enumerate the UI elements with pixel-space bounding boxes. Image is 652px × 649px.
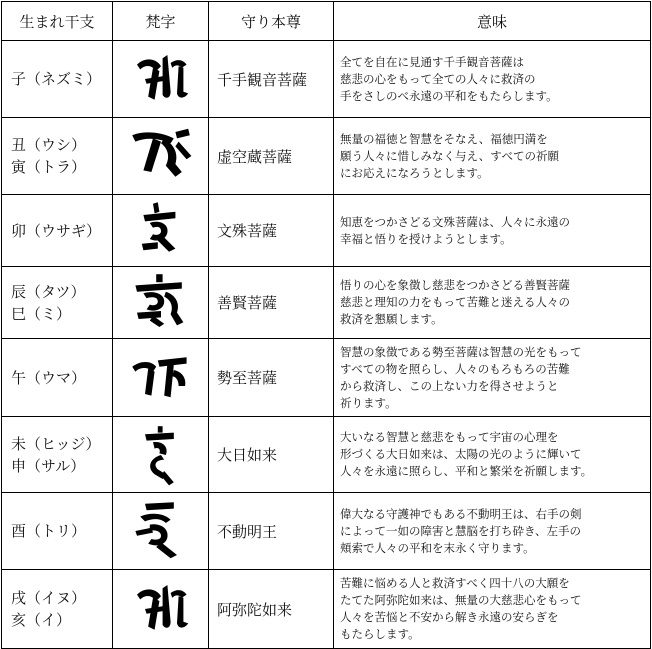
meaning-line: 全てを自在に見通す千手観音菩薩は [340, 54, 524, 69]
header-row [2, 2, 651, 41]
meaning-cell [334, 267, 651, 339]
header-meaning: 意味 [334, 2, 651, 41]
table-row [2, 267, 651, 339]
table-row [2, 493, 651, 570]
meaning-line: にお応えになろうとします。 [340, 165, 489, 180]
meaning-line: によって一如の障害と慧脳を打ち砕き、左手の [340, 523, 582, 538]
zodiac-cell [2, 339, 113, 417]
deity-cell: 虚空蔵菩薩 [209, 118, 334, 195]
table-row [2, 195, 651, 267]
kanman-sanskrit-glyph-icon [113, 499, 208, 563]
zodiac-cell [2, 493, 113, 570]
zodiac-cell [2, 417, 113, 493]
saku-sanskrit-glyph-icon [113, 346, 208, 410]
meaning-line: 幸福と悟りを授けようとします。 [340, 231, 512, 246]
table-row [2, 118, 651, 195]
tarahku-sanskrit-glyph-icon [113, 124, 208, 188]
deity-cell: 阿弥陀如来 [209, 570, 334, 649]
deity-cell: 千手観音菩薩 [209, 41, 334, 118]
an-sanskrit-glyph-icon [113, 271, 208, 335]
meaning-cell [334, 417, 651, 493]
bonji-cell [113, 570, 209, 649]
bonji-cell [113, 417, 209, 493]
meaning-line: すべての物を照らし、人々のもろもろの苦難 [340, 361, 570, 376]
bonji-cell [113, 339, 209, 417]
zodiac-label: 寅（トラ） [11, 158, 87, 176]
zodiac-cell [2, 118, 113, 195]
meaning-line: 頬索で人々の平和を末永く守ります。 [340, 540, 535, 555]
meaning-line: 悟りの心を象徴し慈悲をつかさどる善賢菩薩 [340, 278, 570, 292]
zodiac-label: 亥（イ） [11, 611, 72, 629]
zodiac-label: 申（サル） [11, 456, 86, 475]
zodiac-cell [2, 570, 113, 649]
meaning-line: から救済し、この上ない力を得させようと [340, 378, 559, 393]
meaning-line: 知恵をつかさどる文殊菩薩は、人々に永遠の [340, 214, 570, 229]
kiriku-sanskrit-glyph-icon [113, 47, 208, 111]
zodiac-label: 戌（イヌ） [11, 589, 87, 607]
meaning-line: 人々を苦悩と不安から解き永遠の安らぎを [340, 610, 559, 624]
header-deity: 守り本尊 [209, 2, 334, 41]
zodiac-cell [2, 267, 113, 339]
kiriku-sanskrit-glyph-icon [113, 577, 208, 641]
table-row [2, 570, 651, 649]
zodiac-cell [2, 195, 113, 267]
table-row [2, 41, 651, 118]
meaning-cell [334, 493, 651, 570]
bonji-cell [113, 118, 209, 195]
meaning-line: 慈悲の心をもって全ての人々に救済の [340, 71, 536, 86]
meaning-cell [334, 118, 651, 195]
meaning-line: 慈悲と理知の力をもって苦難と迷える人々の [340, 295, 570, 309]
zodiac-label: 未（ヒッジ） [11, 434, 101, 453]
meaning-cell [334, 570, 651, 649]
meaning-cell [334, 41, 651, 118]
bonji-cell [113, 267, 209, 339]
zodiac-label: 丑（ウシ） [11, 136, 87, 154]
zodiac-deity-table [1, 1, 651, 649]
meaning-line: 智慧の象徴である勢至菩薩は智慧の光をもって [340, 344, 582, 359]
deity-cell: 大日如来 [209, 417, 334, 493]
meaning-line: 偉大なる守護神でもある不動明王は、右手の剣 [340, 506, 582, 521]
meaning-line: 手をさしのべ永遠の平和をもたらします。 [340, 88, 558, 103]
deity-cell: 善賢菩薩 [209, 267, 334, 339]
header-zodiac: 生まれ干支 [2, 2, 113, 41]
meaning-line: 苦難に悩める人と救済すべく四十八の大願を [340, 576, 570, 590]
meaning-line: もたらします。 [340, 627, 420, 641]
deity-cell: 不動明王 [209, 493, 334, 570]
meaning-line: 人々を永遠に照らし、平和と繁栄を祈願します。 [340, 464, 593, 478]
man-sanskrit-glyph-icon [113, 199, 208, 263]
bonji-cell [113, 195, 209, 267]
zodiac-label: 巳（ミ） [11, 304, 72, 323]
table-row [2, 417, 651, 493]
zodiac-cell [2, 41, 113, 118]
table-row [2, 339, 651, 417]
deity-cell: 文殊菩薩 [209, 195, 334, 267]
zodiac-label: 酉（トリ） [11, 522, 87, 540]
meaning-line: 大いなる智慧と慈悲をもって宇宙の心理を [340, 430, 559, 444]
zodiac-label: 卯（ウサギ） [11, 221, 102, 240]
meaning-line: 救済を懇願します。 [340, 312, 443, 326]
meaning-cell [334, 339, 651, 417]
header-bonji: 梵字 [113, 2, 209, 41]
zodiac-label: 午（ウマ） [11, 368, 87, 387]
bonji-cell [113, 41, 209, 118]
meaning-cell [334, 195, 651, 267]
meaning-line: 形づくる大日如来は、太陽の光のように輝いて [340, 447, 582, 461]
zodiac-label: 辰（タツ） [11, 282, 86, 301]
bonji-cell [113, 493, 209, 570]
ban-sanskrit-glyph-icon [113, 423, 208, 487]
meaning-line: 願う人々に惜しみなく与え、すべての祈願 [340, 148, 559, 163]
zodiac-label: 子（ネズミ） [11, 70, 102, 88]
meaning-line: 無量の福徳と智慧をそなえ、福徳円満を [340, 131, 548, 146]
meaning-line: 祈ります。 [340, 395, 397, 410]
deity-cell: 勢至菩薩 [209, 339, 334, 417]
meaning-line: たてた阿弥陀如来は、無量の大慈悲心をもって [340, 593, 582, 607]
